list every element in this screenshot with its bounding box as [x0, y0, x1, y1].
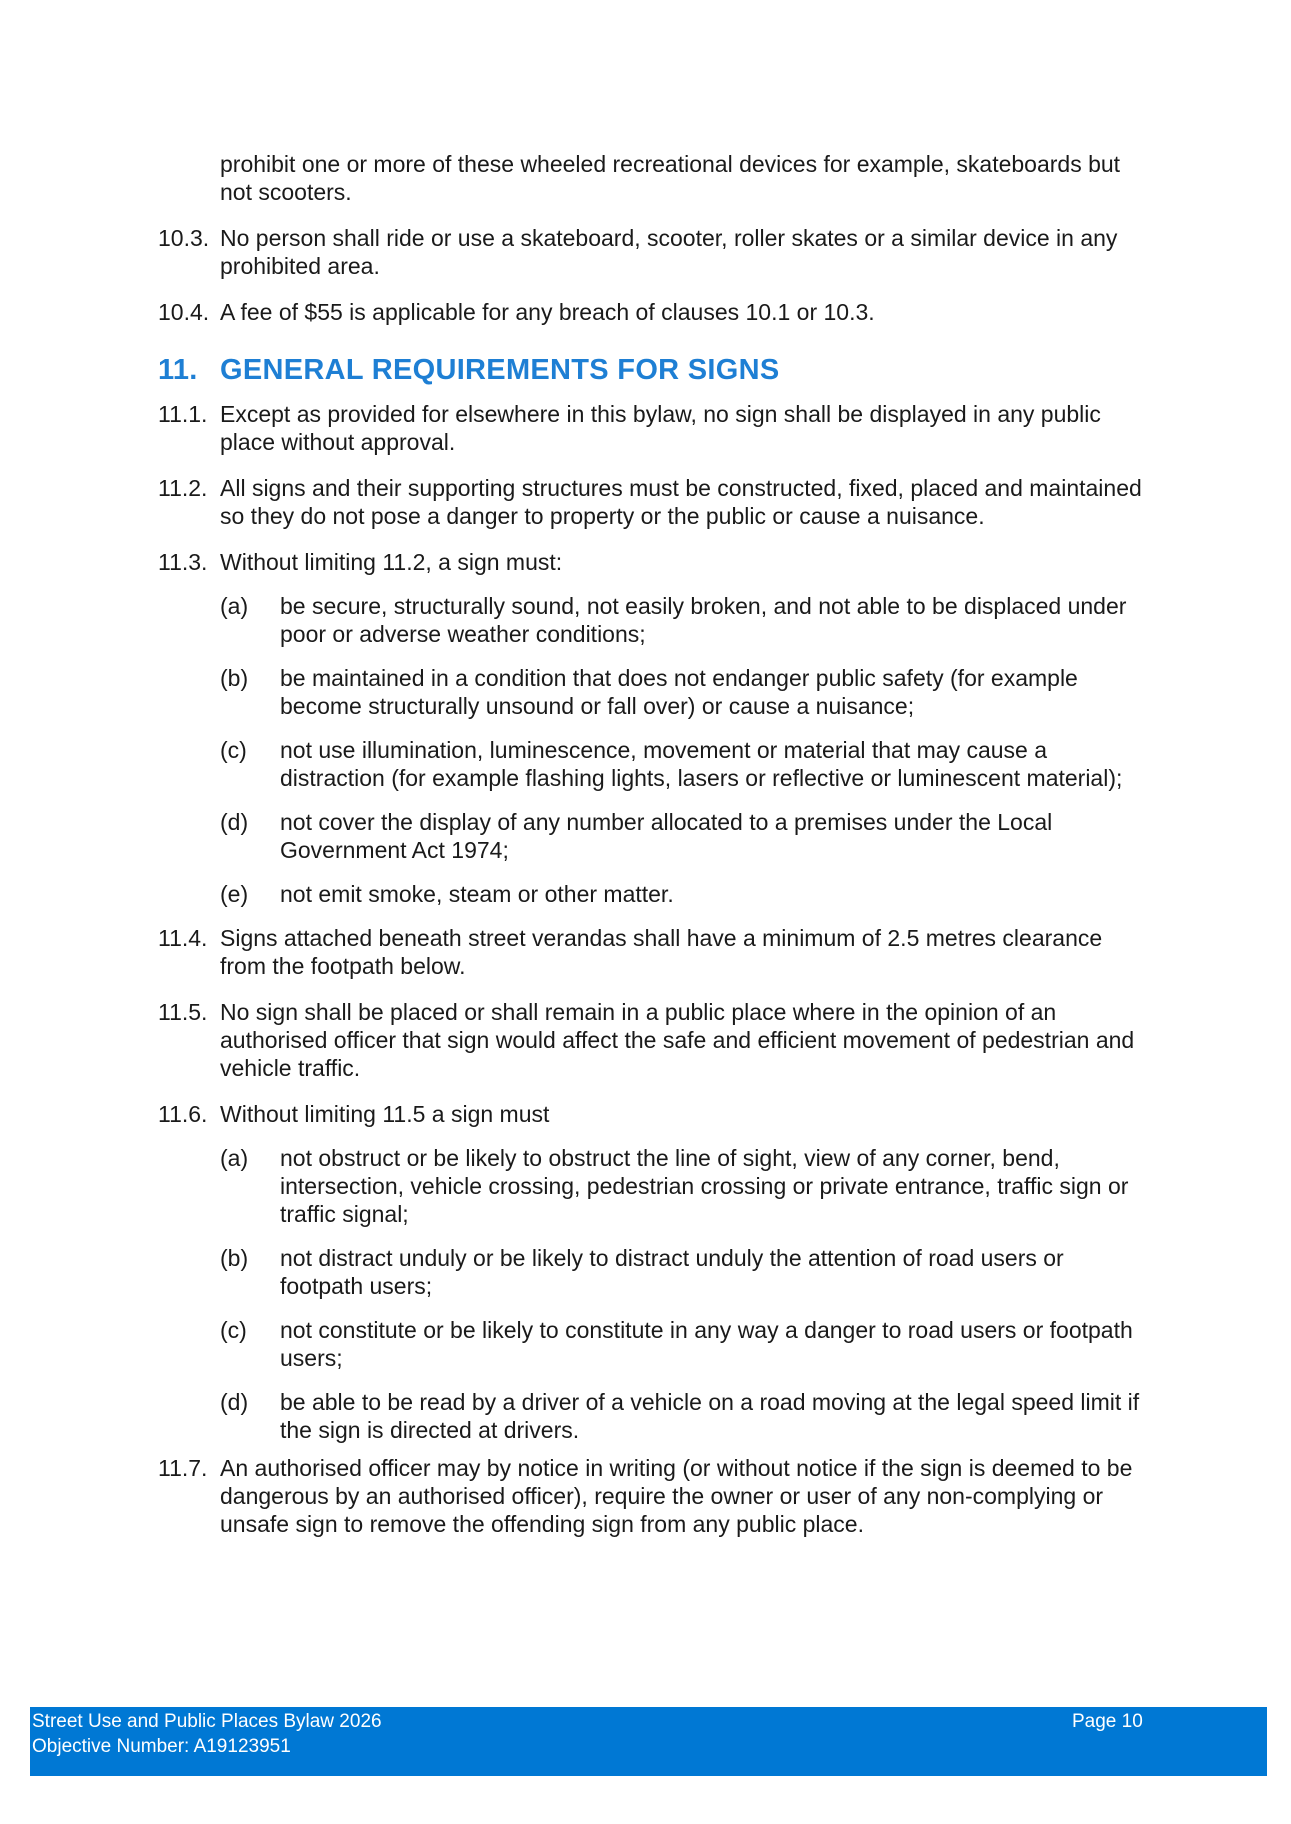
sub-item-text: not obstruct or be likely to obstruct the line of sight, view of any corner, bend, intersection, vehicle crossing, pedestrian crossing or private entrance, traffic sign or traffic signal;	[280, 1145, 1129, 1227]
sub-item-label: (e)	[220, 881, 249, 907]
section-heading-11	[158, 352, 1148, 388]
clause-11-6	[158, 1100, 1148, 1128]
sub-item-label: (b)	[220, 665, 249, 691]
clause-text: Except as provided for elsewhere in this bylaw, no sign shall be displayed in any public place without approval.	[220, 401, 1101, 455]
clause-11-4	[158, 924, 1148, 980]
page-content	[158, 150, 1148, 1556]
page-number: Page 10	[1072, 1711, 1143, 1732]
clause-11-6-subitems	[220, 1144, 1148, 1444]
clause-text: Without limiting 11.2, a sign must:	[220, 549, 563, 575]
continued-paragraph: prohibit one or more of these wheeled recreational devices for example, skateboards but not scooters.	[220, 151, 1121, 205]
clause-10-4	[158, 298, 1148, 326]
sub-item	[220, 808, 1148, 864]
clause-text: No person shall ride or use a skateboard, scooter, roller skates or a similar device in any prohibited area.	[220, 225, 1118, 279]
clause-text: No sign shall be placed or shall remain in a public place where in the opinion of an authorised officer that sign would affect the safe and efficient movement of pedestrian and vehicle traffic.	[220, 999, 1135, 1081]
clause-number: 11.4.	[158, 925, 208, 951]
sub-item-text: not cover the display of any number allocated to a premises under the Local Government Act 1974;	[280, 809, 1053, 863]
clause-11-2	[158, 474, 1148, 530]
clause-number: 11.2.	[158, 475, 208, 501]
document-title: Street Use and Public Places Bylaw 2026	[32, 1711, 382, 1732]
sub-item	[220, 1244, 1148, 1300]
sub-item	[220, 1388, 1148, 1444]
sub-item-label: (a)	[220, 1145, 249, 1171]
clause-text: Signs attached beneath street verandas shall have a minimum of 2.5 metres clearance from the footpath below.	[220, 925, 1103, 979]
sub-item-text: be able to be read by a driver of a vehicle on a road moving at the legal speed limit if the sign is directed at drivers.	[280, 1389, 1140, 1443]
sub-item-text: not constitute or be likely to constitute in any way a danger to road users or footpath users;	[280, 1317, 1133, 1371]
sub-item-label: (b)	[220, 1245, 249, 1271]
clause-text: An authorised officer may by notice in writing (or without notice if the sign is deemed to be dangerous by an authorised officer), require the owner or user of any non-complying or unsafe sign to remove the offending sign from any public place.	[220, 1455, 1133, 1537]
clause-text: A fee of $55 is applicable for any breach of clauses 10.1 or 10.3.	[220, 299, 875, 325]
sub-item-label: (c)	[220, 737, 247, 763]
sub-item-label: (d)	[220, 809, 249, 835]
clause-number: 11.5.	[158, 999, 208, 1025]
clause-11-1	[158, 400, 1148, 456]
sub-item	[220, 664, 1148, 720]
sub-item-text: not emit smoke, steam or other matter.	[280, 881, 674, 907]
page-footer	[30, 1707, 1267, 1776]
clause-text: Without limiting 11.5 a sign must	[220, 1101, 550, 1127]
clause-number: 11.1.	[158, 401, 208, 427]
sub-item-text: not use illumination, luminescence, movement or material that may cause a distraction (for example flashing lights, lasers or reflective or luminescent material);	[280, 737, 1123, 791]
clause-11-5	[158, 998, 1148, 1082]
sub-item-text: be secure, structurally sound, not easily broken, and not able to be displaced under poor or adverse weather conditions;	[280, 593, 1127, 647]
sub-item-label: (c)	[220, 1317, 247, 1343]
objective-number: Objective Number: A19123951	[32, 1736, 291, 1757]
clause-number: 11.7.	[158, 1455, 208, 1481]
footer-row	[30, 1734, 1267, 1759]
clause-text: All signs and their supporting structures must be constructed, fixed, placed and maintained so they do not pose a danger to property or the public or cause a nuisance.	[220, 475, 1142, 529]
sub-item	[220, 1144, 1148, 1228]
sub-item-text: not distract unduly or be likely to distract unduly the attention of road users or footpath users;	[280, 1245, 1064, 1299]
clause-11-3	[158, 548, 1148, 576]
clause-number: 10.3.	[158, 225, 210, 251]
clause-number: 10.4.	[158, 299, 210, 325]
sub-item-label: (d)	[220, 1389, 249, 1415]
section-number: 11.	[158, 354, 198, 386]
sub-item	[220, 880, 1148, 908]
clause-10-3	[158, 224, 1148, 280]
sub-item	[220, 1316, 1148, 1372]
sub-item-text: be maintained in a condition that does not endanger public safety (for example become structurally unsound or fall over) or cause a nuisance;	[280, 665, 1078, 719]
section-title: GENERAL REQUIREMENTS FOR SIGNS	[220, 354, 780, 386]
clause-11-7	[158, 1454, 1148, 1538]
sub-item	[220, 736, 1148, 792]
sub-item	[220, 592, 1148, 648]
sub-item-label: (a)	[220, 593, 249, 619]
clause-number: 11.3.	[158, 549, 208, 575]
footer-row	[30, 1709, 1267, 1734]
clause-number: 11.6.	[158, 1101, 208, 1127]
clause-11-3-subitems	[220, 592, 1148, 908]
